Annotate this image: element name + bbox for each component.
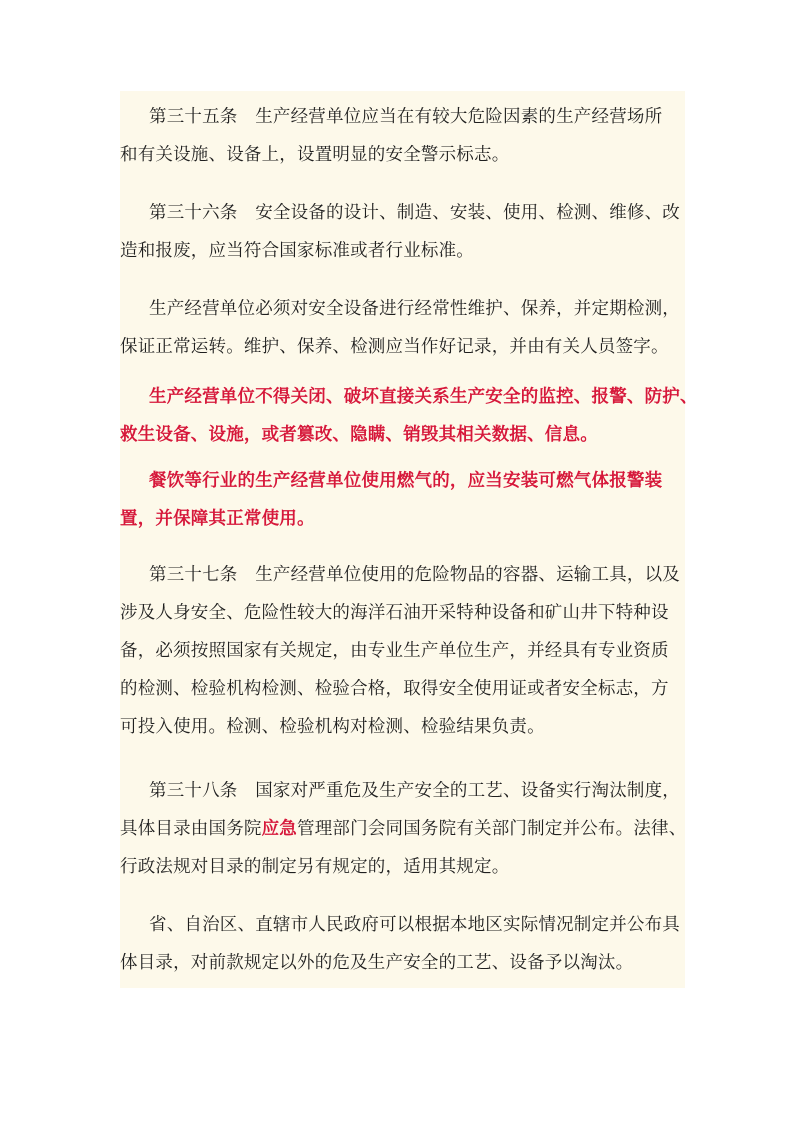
text-line: 保证正常运转。维护、保养、检测应当作好记录，并由有关人员签字。 xyxy=(120,337,669,357)
provincial-catalog-paragraph xyxy=(120,906,685,982)
text-line: 第三十五条 生产经营单位应当在有较大危险因素的生产经营场所 xyxy=(149,107,663,127)
text-line: 和有关设施、设备上，设置明显的安全警示标志。 xyxy=(120,145,510,165)
text-segment: 管理部门会同国务院有关部门制定并公布。法律、 xyxy=(297,819,687,839)
text-line: 的检测、检验机构检测、检验合格，取得安全使用证或者安全标志，方 xyxy=(120,679,669,699)
monitoring-equipment-paragraph xyxy=(120,378,698,454)
text-line: 省、自治区、直辖市人民政府可以根据本地区实际情况制定并公布具 xyxy=(149,915,680,935)
article-36-paragraph xyxy=(120,194,685,270)
text-line: 救生设备、设施，或者篡改、隐瞒、销毁其相关数据、信息。 xyxy=(120,425,598,445)
text-line: 第三十七条 生产经营单位使用的危险物品的容器、运输工具，以及 xyxy=(149,565,680,585)
highlighted-term: 应急 xyxy=(261,819,298,839)
maintenance-paragraph xyxy=(120,290,685,366)
text-line: 置，并保障其正常使用。 xyxy=(120,509,315,529)
gas-alarm-paragraph xyxy=(120,462,685,538)
text-segment: 具体目录由国务院 xyxy=(120,819,262,839)
text-line: 可投入使用。检测、检验机构对检测、检验结果负责。 xyxy=(120,717,545,737)
article-38-paragraph xyxy=(120,772,685,886)
text-line: 体目录，对前款规定以外的危及生产安全的工艺、设备予以淘汰。 xyxy=(120,953,634,973)
text-line: 第三十六条 安全设备的设计、制造、安装、使用、检测、维修、改 xyxy=(149,203,680,223)
text-line xyxy=(120,810,685,848)
text-line: 行政法规对目录的制定另有规定的，适用其规定。 xyxy=(120,857,510,877)
article-37-paragraph xyxy=(120,556,685,746)
text-line: 造和报废，应当符合国家标准或者行业标准。 xyxy=(120,241,474,261)
text-line: 生产经营单位不得关闭、破坏直接关系生产安全的监控、报警、防护、 xyxy=(149,387,698,407)
text-line: 生产经营单位必须对安全设备进行经常性维护、保养，并定期检测， xyxy=(149,299,680,319)
text-line: 餐饮等行业的生产经营单位使用燃气的，应当安装可燃气体报警装 xyxy=(149,471,663,491)
article-35-paragraph xyxy=(120,98,685,174)
text-line: 第三十八条 国家对严重危及生产安全的工艺、设备实行淘汰制度， xyxy=(149,781,680,801)
text-line: 备，必须按照国家有关规定，由专业生产单位生产，并经具有专业资质 xyxy=(120,641,669,661)
text-line: 涉及人身安全、危险性较大的海洋石油开采特种设备和矿山井下特种设 xyxy=(120,603,669,623)
